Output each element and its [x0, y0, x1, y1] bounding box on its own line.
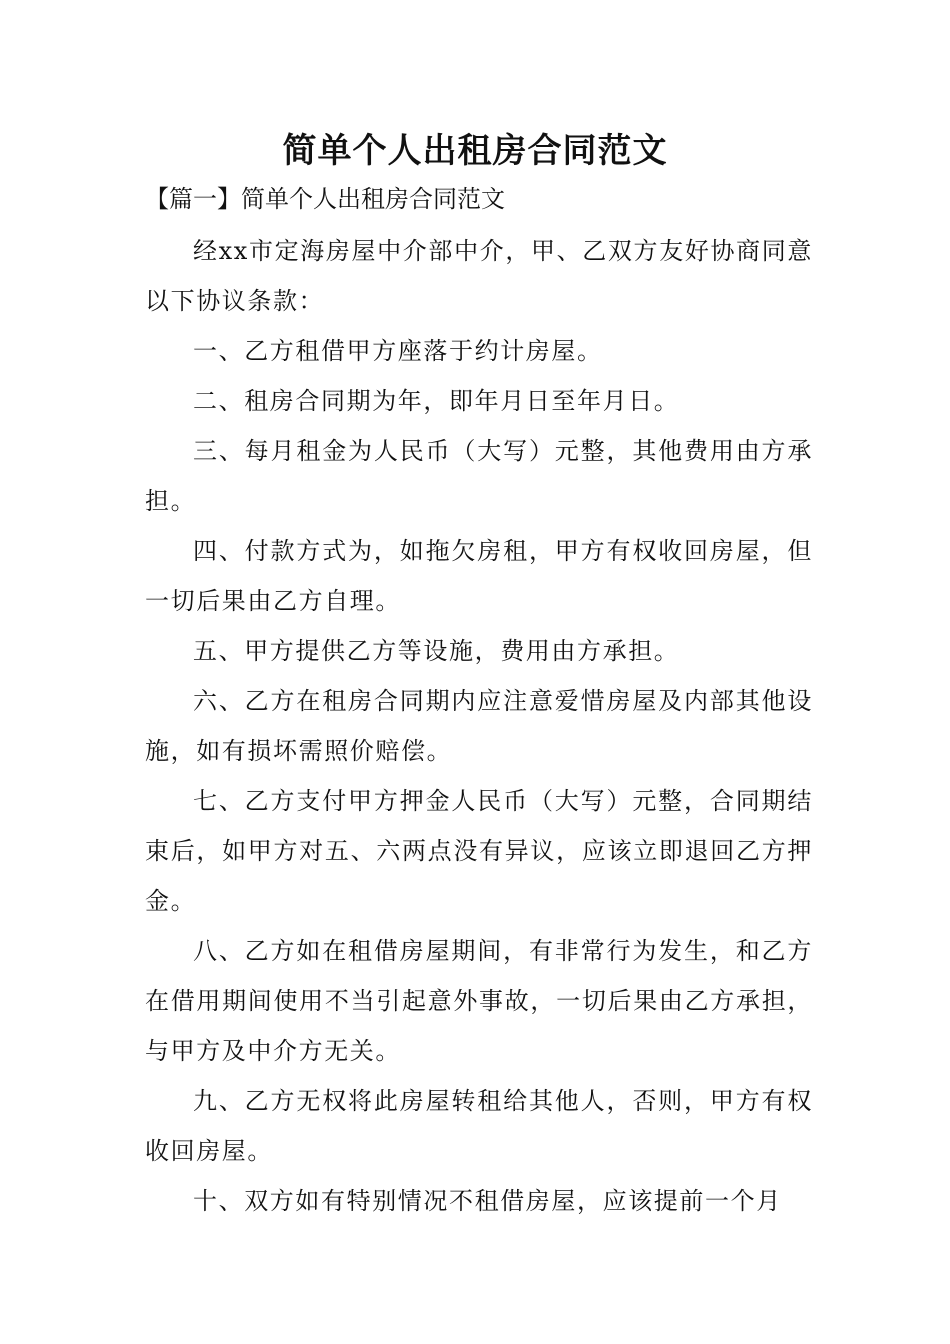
- clause-3: 三、每月租金为人民币（大写）元整，其他费用由方承担。: [145, 437, 813, 515]
- clause-1: 一、乙方租借甲方座落于约计房屋。: [193, 337, 603, 365]
- paragraph-intro: 经xx市定海房屋中介部中介，甲、乙双方友好协商同意以下协议条款：: [145, 237, 813, 315]
- clause-10: 十、双方如有特别情况不租借房屋，应该提前一个月: [193, 1187, 782, 1215]
- clause-7: 七、乙方支付甲方押金人民币（大写）元整，合同期结束后，如甲方对五、六两点没有异议，应该立即退回乙方押金。: [145, 787, 813, 915]
- clause-6: 六、乙方在租房合同期内应注意爱惜房屋及内部其他设施，如有损坏需照价赔偿。: [145, 687, 813, 765]
- clause-5: 五、甲方提供乙方等设施，费用由方承担。: [193, 637, 680, 665]
- contract-body: [145, 226, 813, 1226]
- clause-4: 四、付款方式为，如拖欠房租，甲方有权收回房屋，但一切后果由乙方自理。: [145, 537, 813, 615]
- clause-8: 八、乙方如在租借房屋期间，有非常行为发生，和乙方在借用期间使用不当引起意外事故，一切后果由乙方承担，与甲方及中介方无关。: [145, 937, 813, 1065]
- section-heading: 【篇一】简单个人出租房合同范文: [145, 185, 505, 213]
- clause-9: 九、乙方无权将此房屋转租给其他人，否则，甲方有权收回房屋。: [145, 1087, 813, 1165]
- clause-2: 二、租房合同期为年，即年月日至年月日。: [193, 387, 680, 415]
- document-title: 简单个人出租房合同范文: [282, 131, 668, 171]
